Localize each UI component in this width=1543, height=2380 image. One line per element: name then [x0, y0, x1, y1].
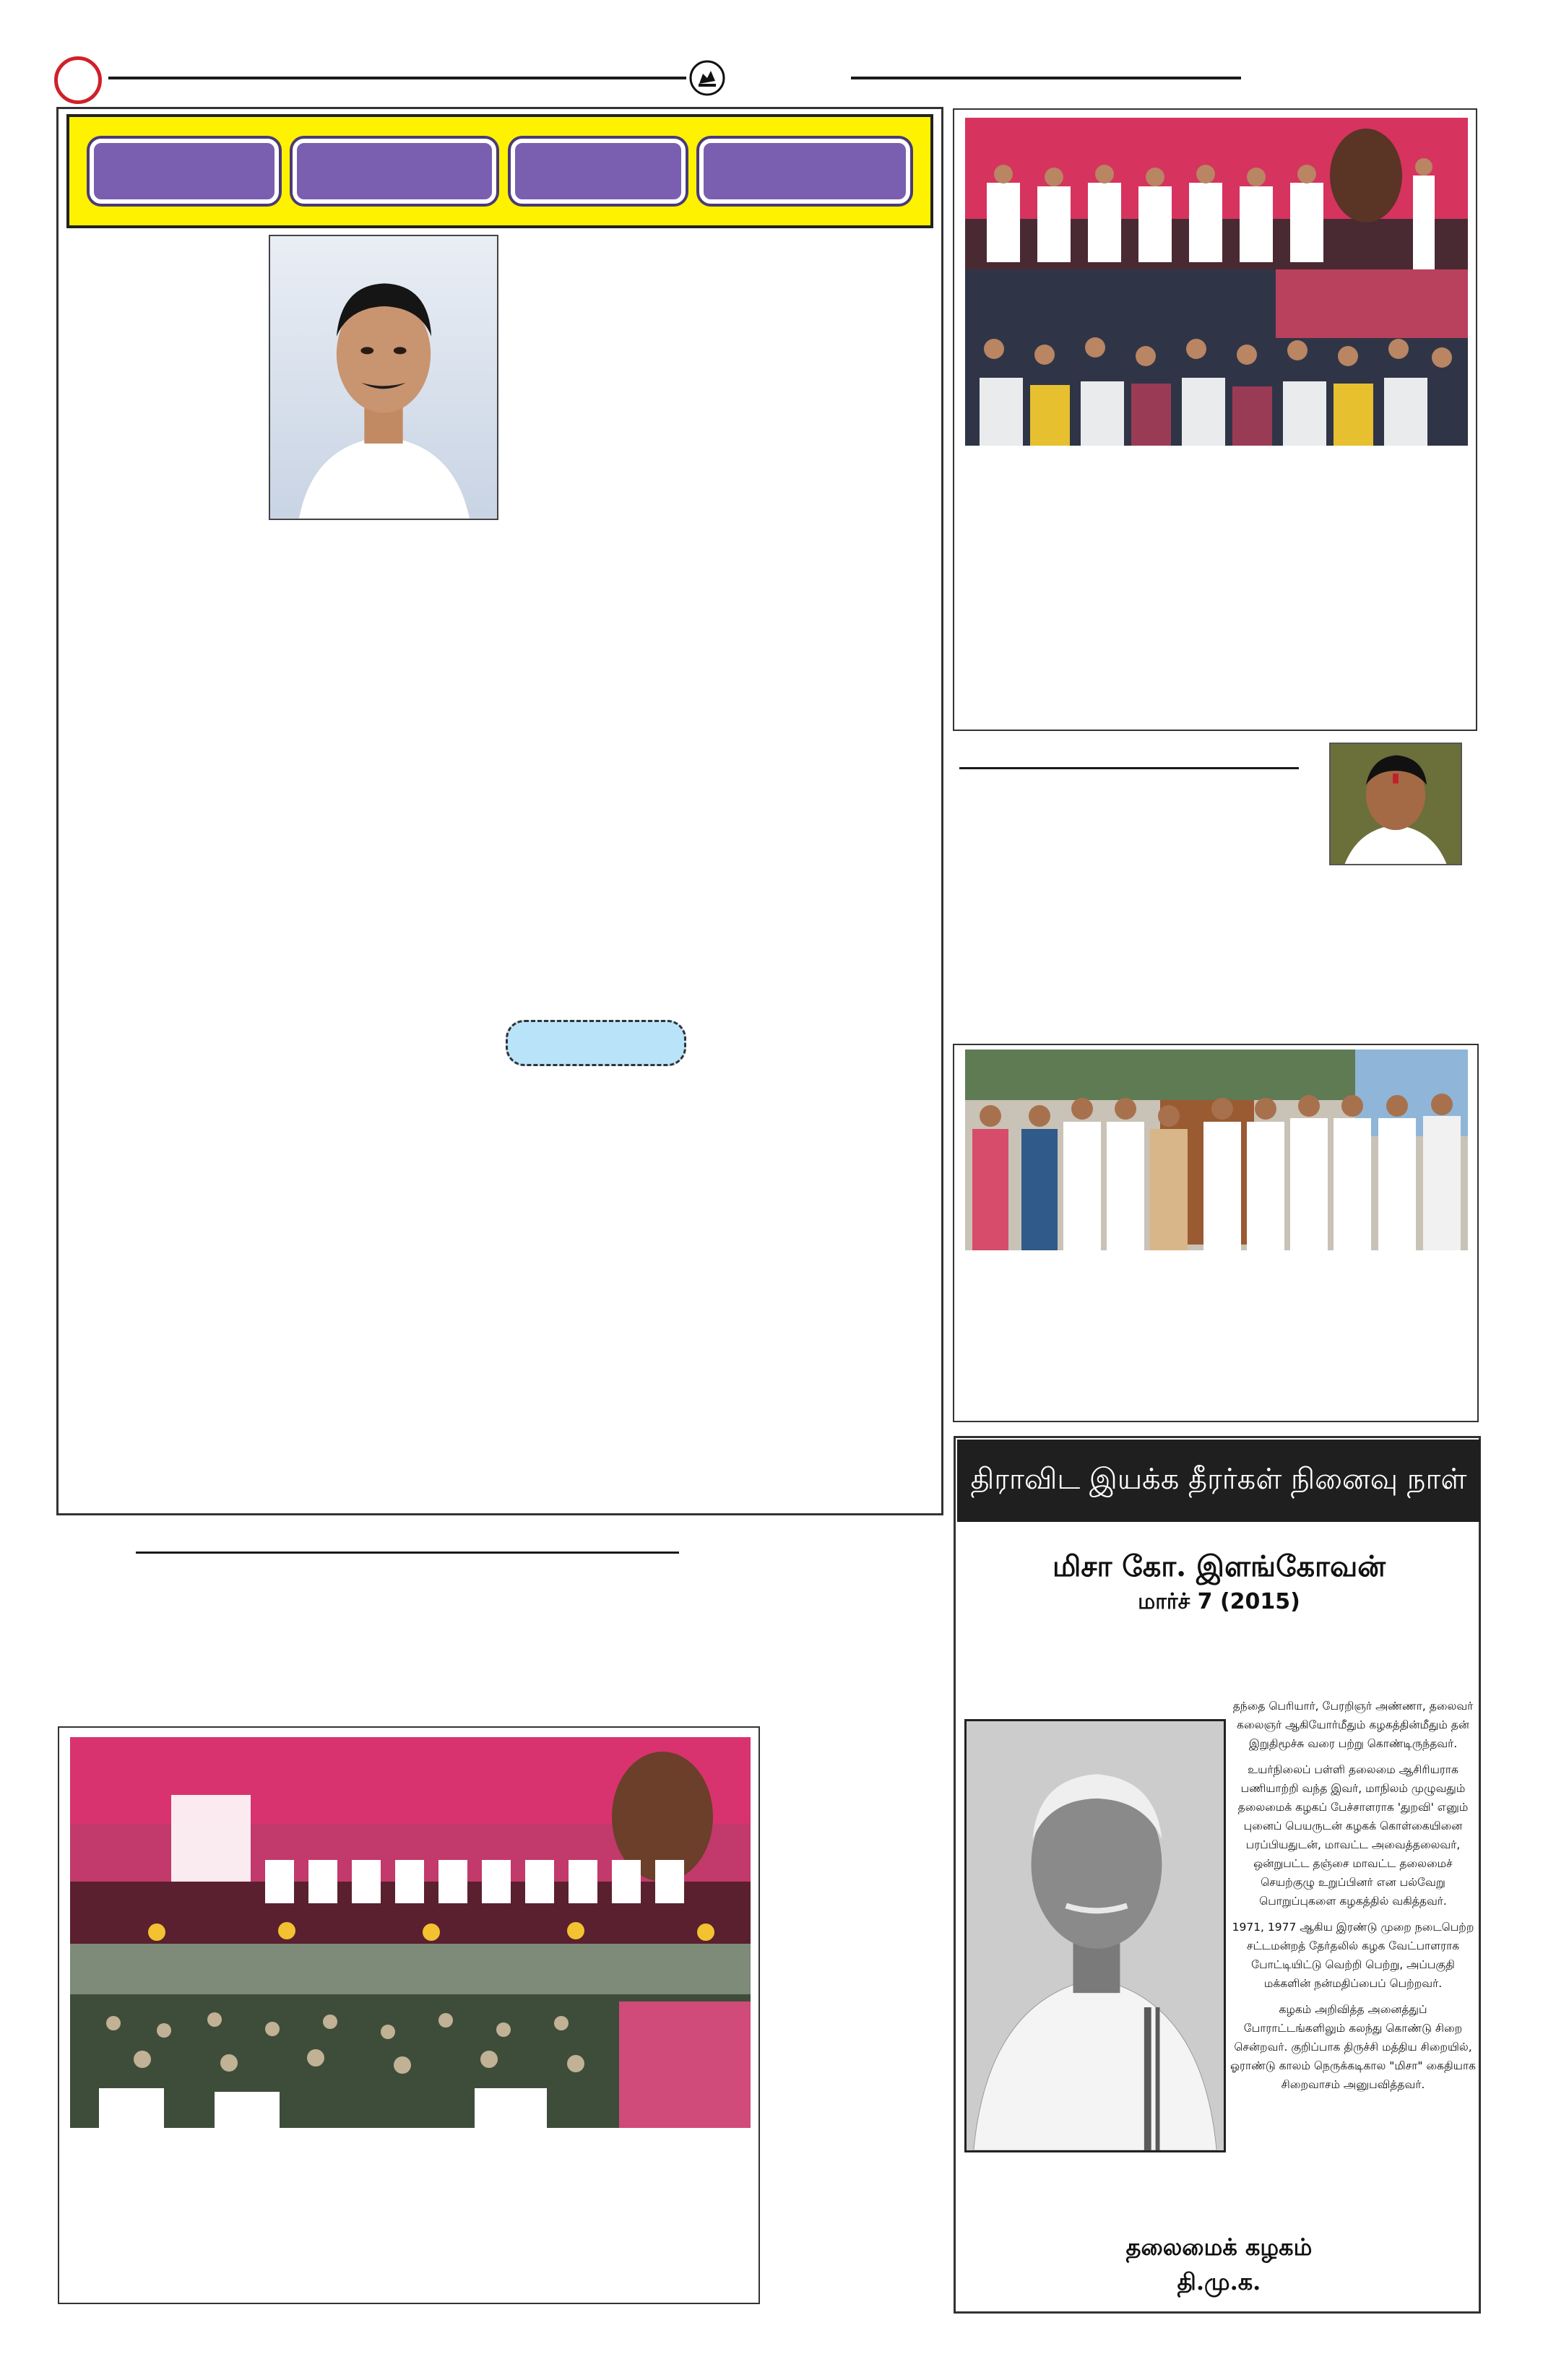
meeting-stage-photo — [965, 118, 1468, 269]
memorial-header: திராவிட இயக்க தீரர்கள் நினைவு நாள் — [957, 1440, 1480, 1522]
memorial-name: மிசா கோ. இளங்கோவன் — [1052, 1549, 1386, 1583]
lead-article-box — [56, 107, 943, 1515]
memorial-signature-line2: தி.மு.க. — [1177, 2268, 1261, 2295]
handover-group-photo — [965, 1050, 1468, 1250]
memorial-portrait-photo — [964, 1719, 1226, 2152]
party-emblem-icon — [688, 59, 726, 97]
masthead-circle-icon — [54, 56, 102, 104]
event-crowd-photo — [70, 1944, 751, 2128]
headline-word-4 — [699, 139, 910, 204]
memorial-bio-paragraph: தந்தை பெரியார், பேரறிஞர் அண்ணா, தலைவர் கலைஞர் ஆகியோர்மீதும் கழகத்தின்மீதும் தன் இறுதிமூச்சு வரை பற்று கொண்டிருந்தவர். — [1232, 1700, 1474, 1750]
headline-word-2 — [293, 139, 496, 204]
section-divider-rule — [136, 1552, 679, 1554]
masthead-rule-left — [108, 77, 686, 79]
meeting-audience-photo — [965, 269, 1468, 446]
leader-portrait-photo — [269, 235, 498, 520]
memorial-bio-paragraph: 1971, 1977 ஆகிய இரண்டு முறை நடைபெற்ற சட்டமன்றத் தேர்தலில் கழக வேட்பாளராக போட்டியிட்டு வெற்றி பெற்று, அப்பகுதி மக்களின் நன்மதிப்பைப் பெற்றவர். — [1232, 1921, 1474, 1990]
memorial-date: மார்ச் 7 (2015) — [1138, 1589, 1300, 1614]
memorial-bio-paragraph: கழகம் அறிவித்த அனைத்துப் போராட்டங்களிலும் கலந்து கொண்டு சிறை சென்றவர். குறிப்பாக திருச்சி மத்திய சிறையில், ஓராண்டு காலம் நெருக்கடிகால "மிசா" கைதியாக சிறைவாசம் அனுபவித்தவர். — [1230, 2003, 1476, 2091]
event-stage-photo — [70, 1737, 751, 1944]
memorial-signature-line1: தலைமைக் கழகம் — [1125, 2233, 1313, 2261]
memorial-bio — [1230, 1697, 1476, 2101]
profile-portrait-photo — [1329, 743, 1462, 865]
masthead-rule-right — [851, 77, 1241, 79]
memorial-bio-paragraph: உயர்நிலைப் பள்ளி தலைமை ஆசிரியராக பணியாற்றி வந்த இவர், மாநிலம் முழுவதும் தலைமைக் கழகப் பேச்சாளராக 'துறவி' எனும் புனைப் பெயருடன் கழகக் கொள்கையினை பரப்பியதுடன், மாவட்ட அவைத்தலைவர், ஒன்றுபட்ட தஞ்சை மாவட்ட தலைமைச் செயற்குழு உறுப்பினர் என பல்வேறு பொறுப்புகளை கழகத்தில் வகித்தவர். — [1237, 1763, 1469, 1908]
headline-word-1 — [90, 139, 279, 204]
headline-word-3 — [511, 139, 686, 204]
inline-callout-pill — [506, 1020, 686, 1066]
profile-divider-rule — [959, 767, 1299, 769]
headline-banner — [66, 114, 933, 228]
